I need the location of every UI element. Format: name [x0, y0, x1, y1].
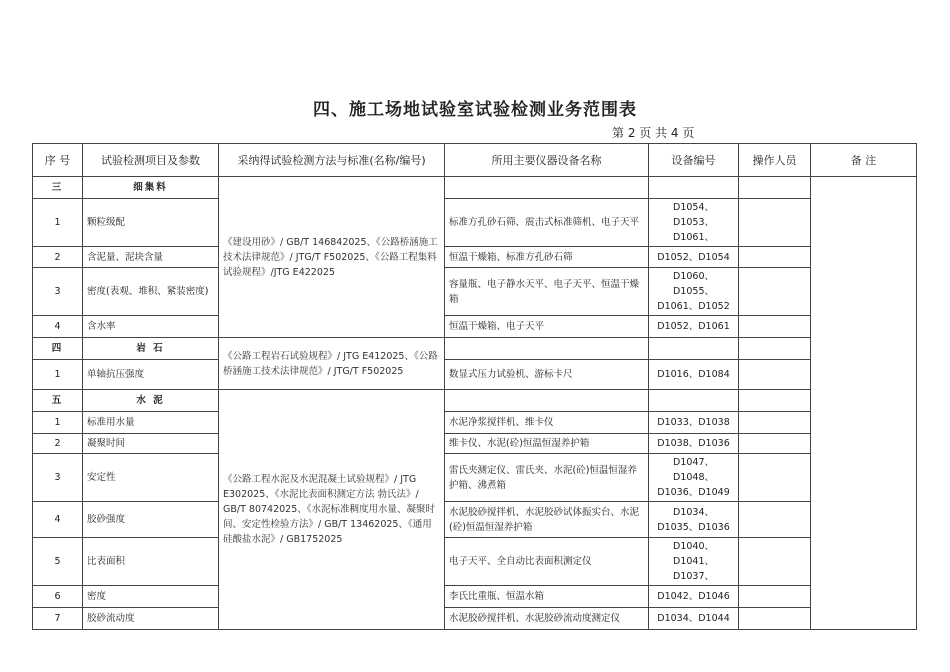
header-code: 设备编号	[649, 144, 739, 177]
header-seq: 序 号	[33, 144, 83, 177]
row-equipment: 数显式压力试验机、游标卡尺	[445, 360, 649, 390]
table-row	[33, 586, 917, 608]
header-remark: 备 注	[811, 144, 917, 177]
row-item: 胶砂强度	[83, 502, 219, 538]
row-no: 1	[33, 360, 83, 390]
row-item: 含水率	[83, 316, 219, 338]
row-code: D1034、D1035、D1036	[649, 502, 739, 538]
table-row	[33, 434, 917, 454]
row-item: 含泥量、泥块含量	[83, 247, 219, 268]
table-row	[33, 454, 917, 502]
section-no: 五	[33, 390, 83, 412]
scope-table	[32, 143, 917, 630]
row-no: 1	[33, 199, 83, 247]
row-item: 凝聚时间	[83, 434, 219, 454]
page-info: 第 2 页 共 4 页	[612, 126, 695, 140]
row-equipment: 标准方孔砂石筛、震击式标准筛机、电子天平	[445, 199, 649, 247]
table-row	[33, 412, 917, 434]
remark-cell	[811, 177, 917, 630]
header-equipment: 所用主要仪器设备名称	[445, 144, 649, 177]
header-method: 采纳得试验检测方法与标准(名称/编号)	[219, 144, 445, 177]
section-row	[33, 390, 917, 412]
header-item: 试验检测项目及参数	[83, 144, 219, 177]
section-name: 水 泥	[83, 390, 219, 412]
row-no: 4	[33, 502, 83, 538]
row-equipment: 恒温干燥箱、标准方孔砂石筛	[445, 247, 649, 268]
method-cell: 《公路工程水泥及水泥混凝土试验规程》/ JTG E302025、《水泥比表面积测定方法 勃氏法》/ GB/T 80742025、《水泥标准稠度用水量、凝聚时间、安定性检验方法》/ GB/T 13462025、《通用硅酸盐水泥》/ GB1752025	[219, 390, 445, 630]
row-item: 密度(表观、堆积、紧装密度)	[83, 268, 219, 316]
table-header-row	[33, 144, 917, 177]
table-row	[33, 316, 917, 338]
section-row	[33, 338, 917, 360]
row-equipment: 李氏比重瓶、恒温水箱	[445, 586, 649, 608]
row-no: 6	[33, 586, 83, 608]
row-equipment: 水泥胶砂搅拌机、水泥胶砂试体振实台、水泥(砼)恒温恒湿养护箱	[445, 502, 649, 538]
row-equipment: 雷氏夹测定仪、雷氏夹、水泥(砼)恒温恒湿养护箱、沸煮箱	[445, 454, 649, 502]
row-item: 比表面积	[83, 538, 219, 586]
section-no: 三	[33, 177, 83, 199]
header-operator: 操作人员	[739, 144, 811, 177]
row-no: 3	[33, 268, 83, 316]
row-equipment: 电子天平、全自动比表面积测定仪	[445, 538, 649, 586]
row-code: D1047、D1048、D1036、D1049	[649, 454, 739, 502]
row-code: D1034、D1044	[649, 608, 739, 630]
row-equipment: 水泥净浆搅拌机、维卡仪	[445, 412, 649, 434]
row-code: D1042、D1046	[649, 586, 739, 608]
section-row	[33, 177, 917, 199]
table-row	[33, 538, 917, 586]
table-row	[33, 247, 917, 268]
section-no: 四	[33, 338, 83, 360]
row-code: D1016、D1084	[649, 360, 739, 390]
section-name: 细集料	[83, 177, 219, 199]
method-cell: 《公路工程岩石试验规程》/ JTG E412025、《公路桥涵施工技术法律规范》/ JTG/T F502025	[219, 338, 445, 390]
document-title: 四、施工场地试验室试验检测业务范围表	[313, 100, 637, 120]
row-code: D1054、D1053、D1061、	[649, 199, 739, 247]
row-equipment: 水泥胶砂搅拌机、水泥胶砂流动度测定仪	[445, 608, 649, 630]
row-item: 密度	[83, 586, 219, 608]
row-no: 3	[33, 454, 83, 502]
row-code: D1052、D1061	[649, 316, 739, 338]
row-code: D1033、D1038	[649, 412, 739, 434]
row-no: 4	[33, 316, 83, 338]
row-item: 胶砂流动度	[83, 608, 219, 630]
row-no: 5	[33, 538, 83, 586]
table-row	[33, 360, 917, 390]
row-no: 2	[33, 247, 83, 268]
row-code: D1040、D1041、D1037、	[649, 538, 739, 586]
row-code: D1038、D1036	[649, 434, 739, 454]
row-item: 标准用水量	[83, 412, 219, 434]
row-code: D1052、D1054	[649, 247, 739, 268]
row-item: 颗粒级配	[83, 199, 219, 247]
row-equipment: 维卡仪、水泥(砼)恒温恒湿养护箱	[445, 434, 649, 454]
table-row	[33, 268, 917, 316]
row-item: 单轴抗压强度	[83, 360, 219, 390]
row-equipment: 恒温干燥箱、电子天平	[445, 316, 649, 338]
row-no: 7	[33, 608, 83, 630]
row-no: 1	[33, 412, 83, 434]
section-name: 岩 石	[83, 338, 219, 360]
row-item: 安定性	[83, 454, 219, 502]
table-row	[33, 199, 917, 247]
row-equipment: 容量瓶、电子静水天平、电子天平、恒温干燥箱	[445, 268, 649, 316]
row-no: 2	[33, 434, 83, 454]
table-row	[33, 502, 917, 538]
row-code: D1060、D1055、D1061、D1052	[649, 268, 739, 316]
method-cell: 《建设用砂》/ GB/T 146842025、《公路桥涵施工技术法律规范》/ JTG/T F502025、《公路工程集料试验规程》/JTG E422025	[219, 177, 445, 338]
table-row	[33, 608, 917, 630]
